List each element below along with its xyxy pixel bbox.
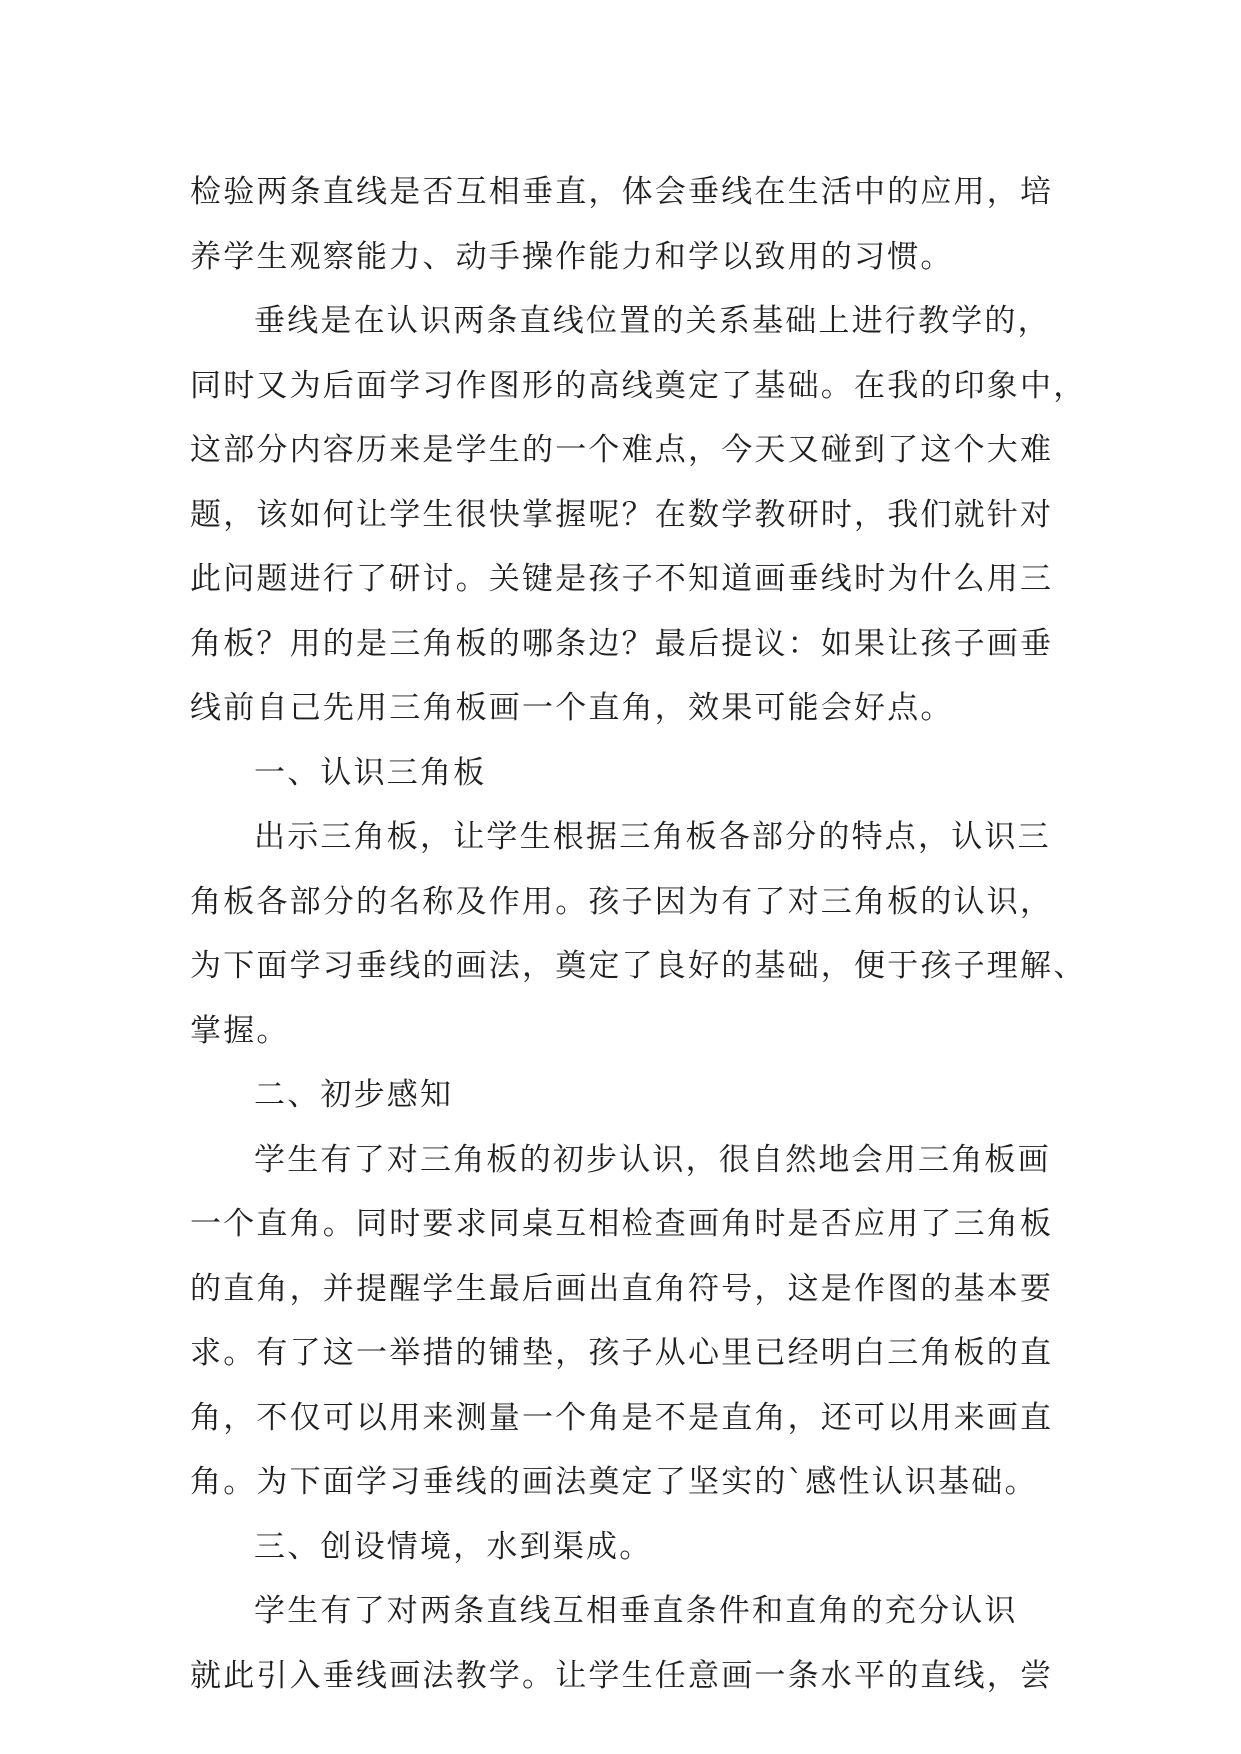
text-line: 角板各部分的名称及作用。孩子因为有了对三角板的认识， xyxy=(190,883,1054,920)
text-line: 此问题进行了研讨。关键是孩子不知道画垂线时为什么用三 xyxy=(190,561,1054,597)
text-line: 养学生观察能力、动手操作能力和学以致用的习惯。 xyxy=(190,238,954,275)
text-line: 为下面学习垂线的画法，奠定了良好的基础，便于孩子理解、 xyxy=(190,948,1087,984)
text-line: 角。为下面学习垂线的画法奠定了坚实的`感性认识基础。 xyxy=(190,1464,1038,1500)
text-line: 一个直角。同时要求同桌互相检查画角时是否应用了三角板 xyxy=(190,1206,1054,1242)
text-line: 垂线是在认识两条直线位置的关系基础上进行教学的， xyxy=(254,303,1051,339)
section-heading: 一、认识三角板 xyxy=(254,754,487,791)
text-line: 题，该如何让学生很快掌握呢？在数学教研时，我们就针对 xyxy=(190,496,1054,533)
text-line: 角，不仅可以用来测量一个角是不是直角，还可以用来画直 xyxy=(190,1399,1054,1436)
text-line: 学生有了对三角板的初步认识，很自然地会用三角板画 xyxy=(254,1141,1051,1178)
text-line: 掌握。 xyxy=(190,1012,290,1049)
text-line: 求。有了这一举措的铺垫，孩子从心里已经明白三角板的直 xyxy=(190,1335,1054,1371)
document-body xyxy=(190,160,1087,1708)
text-line: 线前自己先用三角板画一个直角，效果可能会好点。 xyxy=(190,690,954,726)
text-line: 检验两条直线是否互相垂直，体会垂线在生活中的应用，培 xyxy=(190,174,1054,210)
text-line: 出示三角板，让学生根据三角板各部分的特点，认识三 xyxy=(254,819,1051,855)
text-line: 的直角，并提醒学生最后画出直角符号，这是作图的基本要 xyxy=(190,1270,1054,1307)
section-heading: 三、创设情境，水到渠成。 xyxy=(254,1528,653,1565)
text-line: 学生有了对两条直线互相垂直条件和直角的充分认识 xyxy=(254,1593,1018,1629)
text-line: 角板？用的是三角板的哪条边？最后提议：如果让孩子画垂 xyxy=(190,625,1054,662)
text-line: 这部分内容历来是学生的一个难点，今天又碰到了这个大难 xyxy=(190,432,1054,468)
section-heading: 二、初步感知 xyxy=(254,1077,454,1113)
text-line: 就此引入垂线画法教学。让学生任意画一条水平的直线，尝 xyxy=(190,1657,1054,1694)
text-line: 同时又为后面学习作图形的高线奠定了基础。在我的印象中， xyxy=(190,367,1087,404)
